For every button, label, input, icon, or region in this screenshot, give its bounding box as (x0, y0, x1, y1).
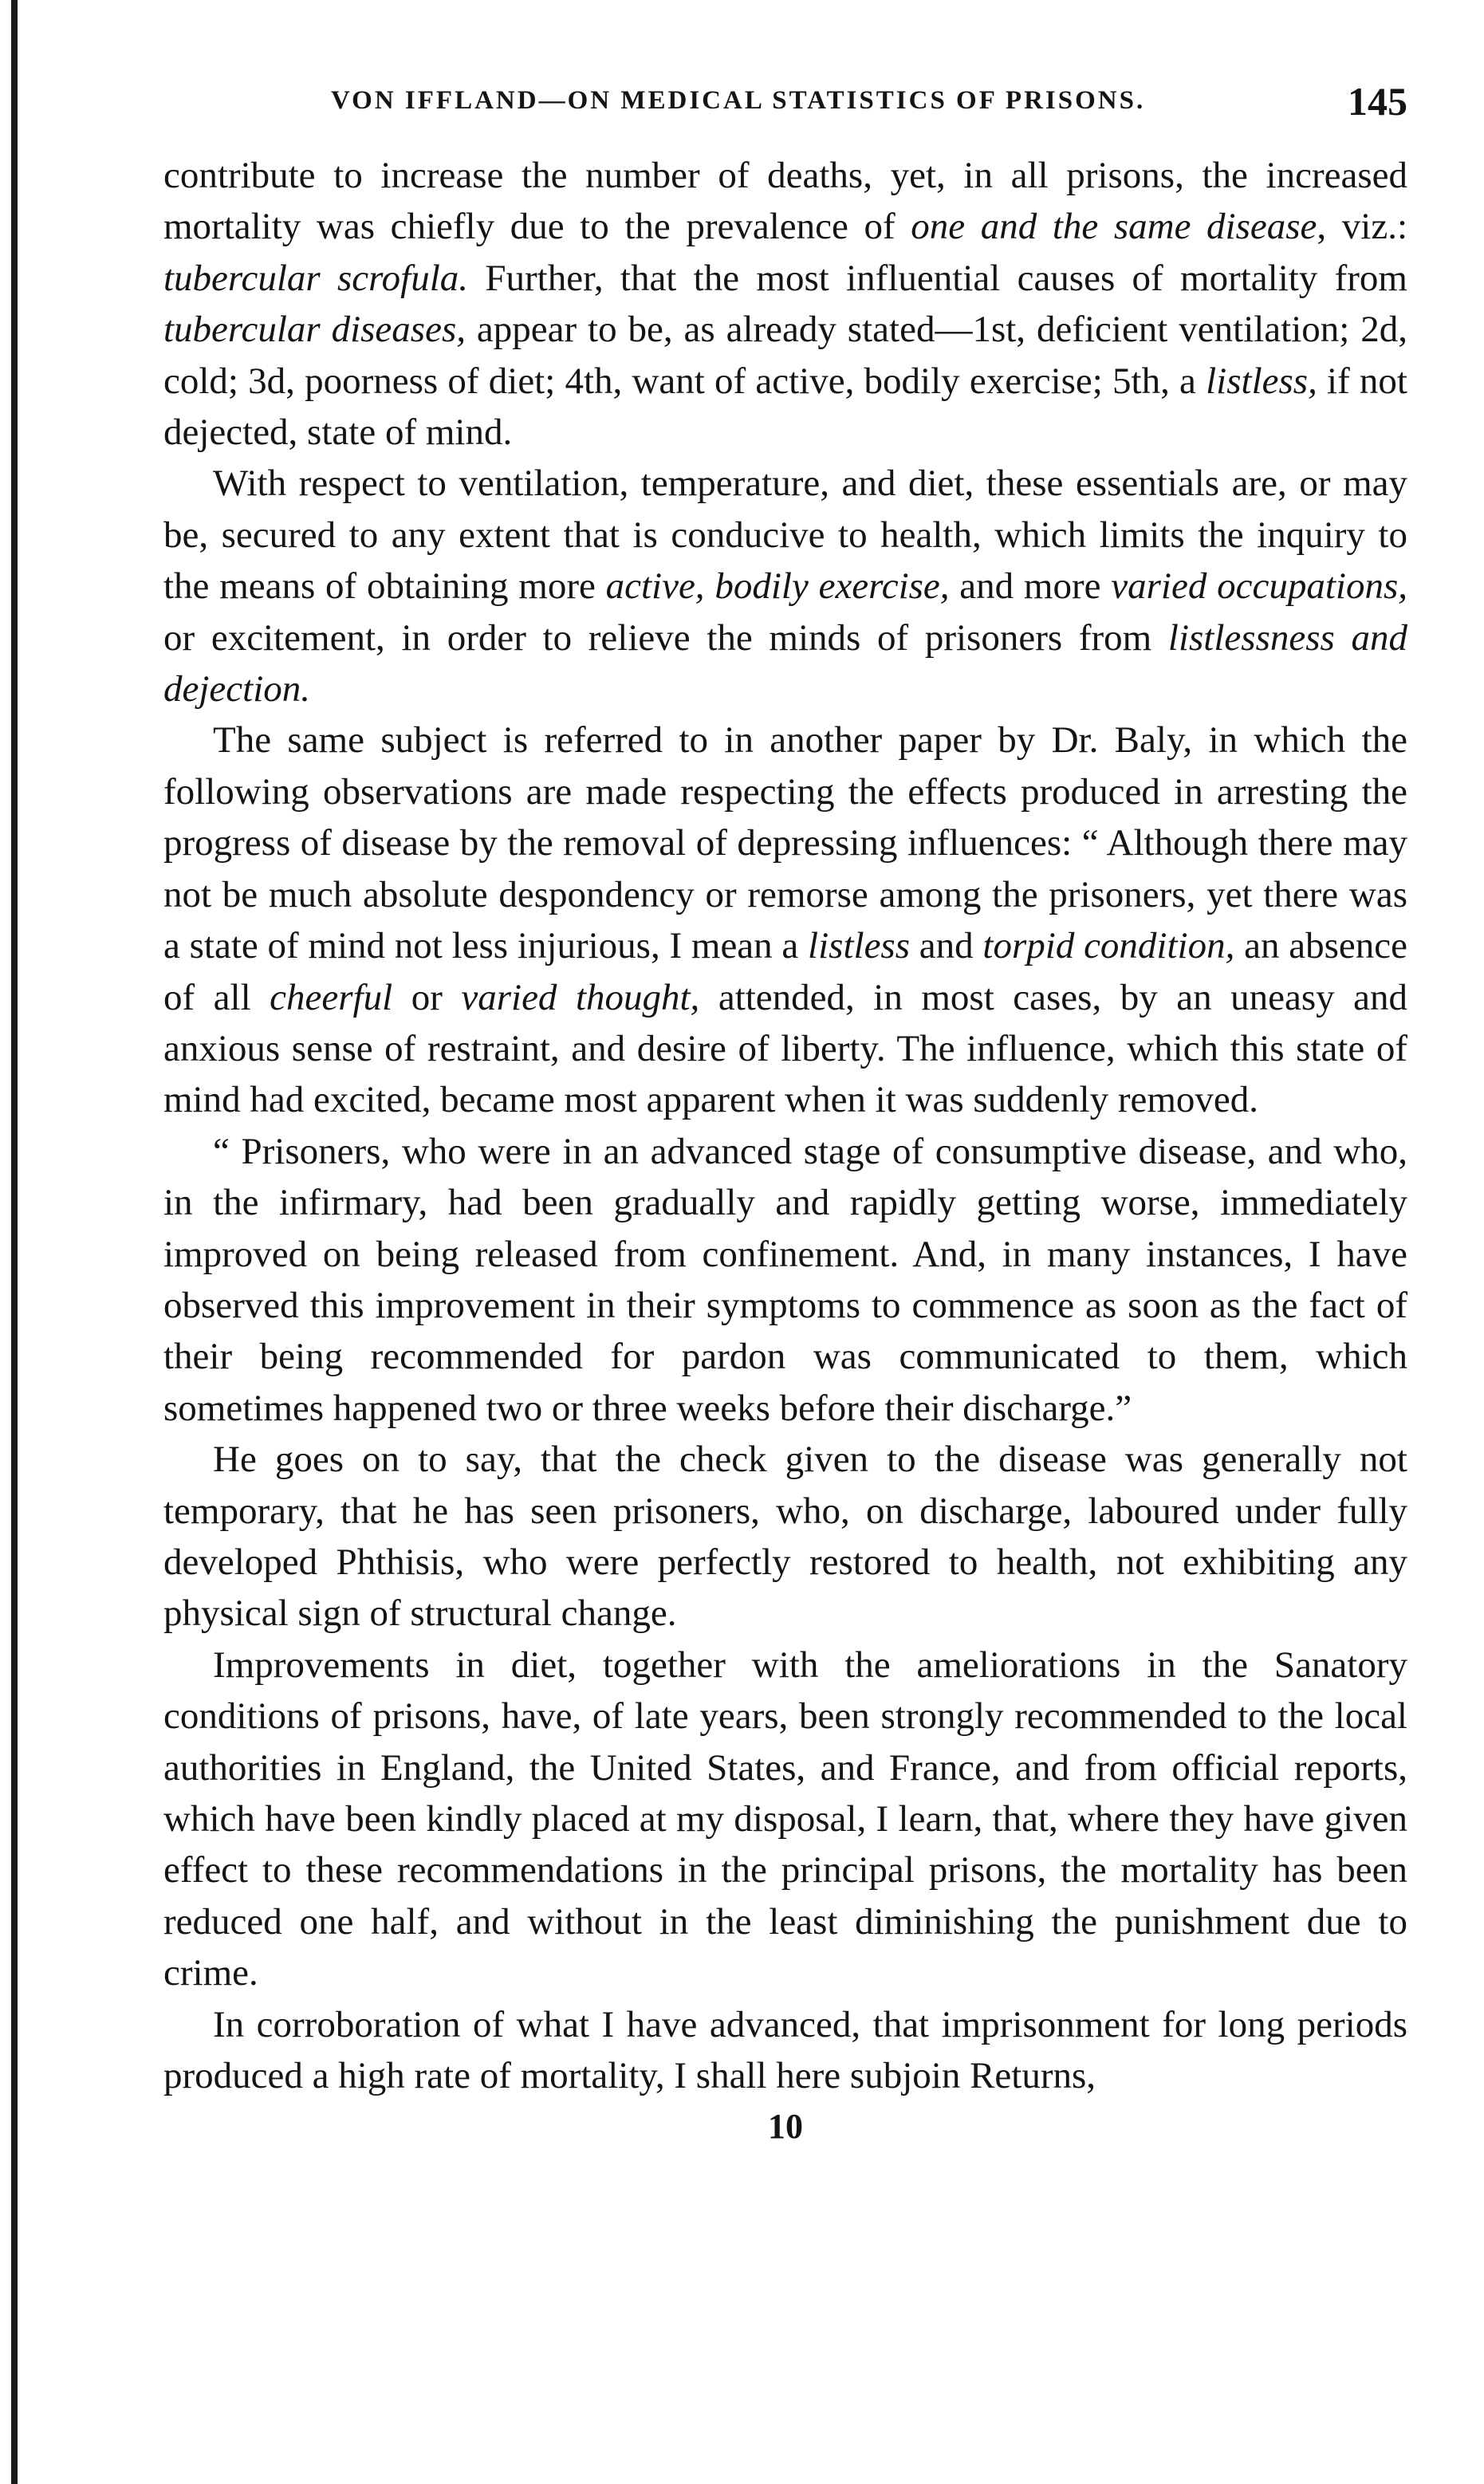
text-run: an absence of all (163, 925, 1407, 1018)
text-run: or excitement, in order to relieve the minds of prisoners from (163, 616, 1168, 659)
text-run: appear to be, as already stated—1st, deficient ventilation; 2d, cold; 3d, poorness of diet; 4th, want of active, bodily exercise; 5th, a (163, 309, 1408, 402)
italic-run: varied thought, (461, 976, 700, 1018)
running-head: VON IFFLAND—ON MEDICAL STATISTICS OF PRISONS. (331, 86, 1146, 115)
italic-run: one and the same disease (911, 206, 1317, 248)
text-run: , viz.: (1317, 206, 1408, 248)
text-run: “ Prisoners, who were in an advanced stage of consumptive disease, and who, in the infirmary, had been gradually and rapidly getting worse, immediately improved on being released from confinement. And, in many instances, I have observed this improvement in their symptoms to commence as soon as the fact of their being recommended for pardon was communicated to them, which sometimes happened two or three weeks before their discharge.” (163, 1130, 1407, 1429)
paragraph (163, 458, 1407, 714)
page (163, 72, 1407, 2147)
italic-run: active, bodily exercise, (605, 565, 950, 608)
paragraph (163, 1999, 1407, 2102)
text-run: or (392, 976, 462, 1018)
italic-run: listless (808, 925, 911, 967)
text-run: He goes on to say, that the check given to the disease was generally not temporary, that he has seen prisoners, who, on discharge, laboured under fully developed Phthisis, who were perfectly restored to health, not exhibiting any physical sign of structural change. (163, 1439, 1407, 1635)
body-text (163, 150, 1407, 2101)
page-number: 145 (1348, 79, 1407, 124)
text-run: and (910, 925, 983, 967)
paragraph (163, 714, 1407, 1125)
italic-run: tubercular scrofula. (163, 257, 469, 299)
italic-run: varied occupations, (1111, 565, 1408, 608)
text-run: The same subject is referred to in another paper by Dr. Baly, in which the following observations are made respecting the effects produced in arresting the progress of disease by the removal of depressing influences: “ Although there may not be much absolute despondency or remorse among the prisoners, yet there was a state of mind not less injurious, I mean a (163, 719, 1407, 967)
paragraph (163, 150, 1407, 458)
italic-run: tubercular diseases, (163, 309, 466, 351)
paragraph (163, 1640, 1407, 1999)
italic-run: torpid condition, (982, 925, 1235, 967)
page-header (163, 72, 1407, 136)
signature-mark: 10 (768, 2107, 803, 2147)
text-run: Improvements in diet, together with the ameliorations in the Sanatory conditions of prisons, have, of late years, been strongly recommended to the local authorities in England, the United States, and France, and from official reports, which have been kindly placed at my disposal, I learn, that, where they have given effect to these recommendations in the principal prisons, the mortality has been reduced one half, and without in the least diminishing the punishment due to crime. (163, 1644, 1407, 1994)
italic-run: listless, (1206, 360, 1317, 402)
paragraph (163, 1434, 1407, 1640)
text-run: In corroboration of what I have advanced, that imprisonment for long periods produced a high rate of mortality, I shall here subjoin Returns, (163, 2003, 1407, 2097)
text-run: if not dejected, state of mind. (163, 360, 1407, 454)
text-run: Further, that the most influential causes of mortality from (468, 257, 1407, 299)
text-run: contribute to increase the number of deaths, yet, in all prisons, the increased mortality was chiefly due to the prevalence of (163, 155, 1407, 248)
italic-run: listlessness and dejection. (163, 616, 1407, 711)
binding-edge (11, 0, 18, 2484)
text-run: and more (949, 565, 1112, 608)
text-run: attended, in most cases, by an uneasy and anxious sense of restraint, and desire of liberty. The influence, which this state of mind had excited, became most apparent when it was suddenly removed. (163, 976, 1407, 1121)
italic-run: cheerful (270, 976, 393, 1018)
paragraph (163, 1126, 1407, 1434)
text-run: With respect to ventilation, temperature, and diet, these essentials are, or may be, secured to any extent that is conducive to health, which limits the inquiry to the means of obtaining more (163, 463, 1407, 608)
